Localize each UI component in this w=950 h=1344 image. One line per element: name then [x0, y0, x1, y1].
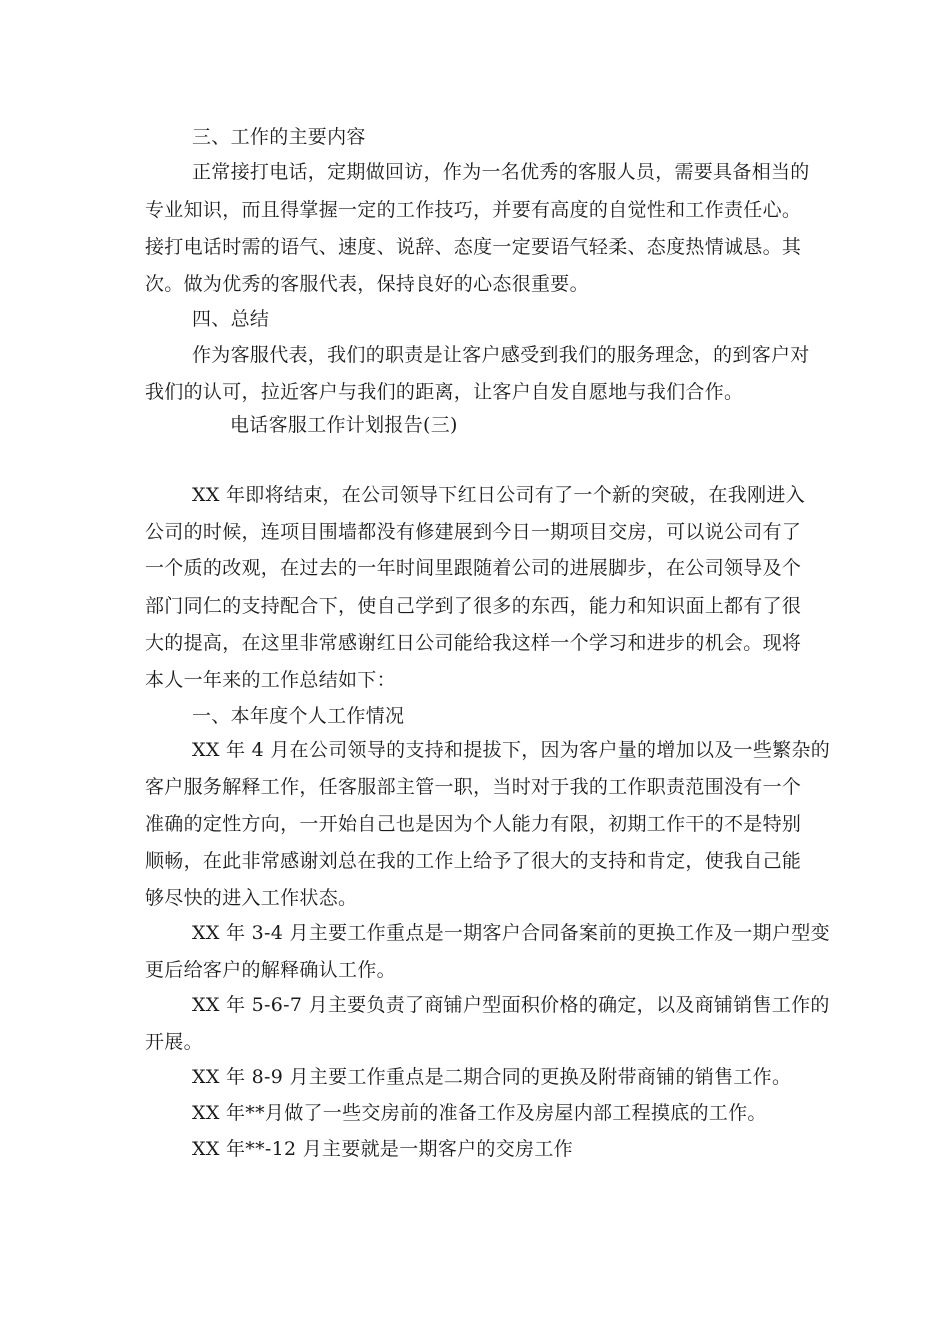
- paragraph-line: 接打电话时需的语气、速度、说辞、态度一定要语气轻柔、态度热情诚恳。其: [145, 236, 802, 258]
- paragraph-line: XX 年**月做了一些交房前的准备工作及房屋内部工程摸底的工作。: [192, 1102, 767, 1124]
- paragraph-line: 次。做为优秀的客服代表，保持良好的心态很重要。: [145, 273, 589, 295]
- paragraph-line: 部门同仁的支持配合下，使自己学到了很多的东西，能力和知识面上都有了很: [145, 595, 802, 617]
- paragraph-line: 公司的时候，连项目围墙都没有修建展到今日一期项目交房，可以说公司有了: [145, 521, 802, 543]
- paragraph-line: 开展。: [145, 1031, 203, 1053]
- paragraph-line: 客户服务解释工作，任客服部主管一职，当时对于我的工作职责范围没有一个: [145, 776, 802, 798]
- paragraph-line: 够尽快的进入工作状态。: [145, 887, 358, 909]
- paragraph-line: 专业知识，而且得掌握一定的工作技巧，并要有高度的自觉性和工作责任心。: [145, 199, 802, 221]
- paragraph-line: 一个质的改观，在过去的一年时间里跟随着公司的进展脚步，在公司领导及个: [145, 557, 802, 579]
- paragraph-line: 本人一年来的工作总结如下：: [145, 669, 396, 691]
- paragraph-line: 正常接打电话，定期做回访，作为一名优秀的客服人员，需要具备相当的: [192, 161, 810, 183]
- paragraph-line: 我们的认可，拉近客户与我们的距离，让客户自发自愿地与我们合作。: [145, 381, 744, 403]
- paragraph-line: 作为客服代表，我们的职责是让客户感受到我们的服务理念，的到客户对: [192, 344, 810, 366]
- paragraph-line: XX 年 8-9 月主要工作重点是二期合同的更换及附带商铺的销售工作。: [192, 1066, 792, 1088]
- paragraph-line: 大的提高，在这里非常感谢红日公司能给我这样一个学习和进步的机会。现将: [145, 632, 802, 654]
- paragraph-line: XX 年即将结束，在公司领导下红日公司有了一个新的突破，在我刚进入: [192, 484, 805, 506]
- paragraph-line: XX 年 4 月在公司领导的支持和提拔下，因为客户量的增加以及一些繁杂的: [192, 739, 831, 761]
- paragraph-line: XX 年 5-6-7 月主要负责了商铺户型面积价格的确定，以及商铺销售工作的: [192, 994, 830, 1016]
- paragraph-line: XX 年 3-4 月主要工作重点是一期客户合同备案前的更换工作及一期户型变: [192, 922, 830, 944]
- paragraph-line: 准确的定性方向，一开始自己也是因为个人能力有限，初期工作干的不是特别: [145, 813, 802, 835]
- report-title: 电话客服工作计划报告(三): [230, 414, 458, 436]
- paragraph-line: 顺畅，在此非常感谢刘总在我的工作上给予了很大的支持和肯定，使我自己能: [145, 850, 802, 872]
- paragraph-line: 更后给客户的解释确认工作。: [145, 959, 396, 981]
- paragraph-line: XX 年**-12 月主要就是一期客户的交房工作: [192, 1138, 573, 1160]
- section-heading: 三、工作的主要内容: [192, 126, 366, 148]
- section-heading: 四、总结: [192, 308, 270, 330]
- section-heading: 一、本年度个人工作情况: [192, 705, 405, 727]
